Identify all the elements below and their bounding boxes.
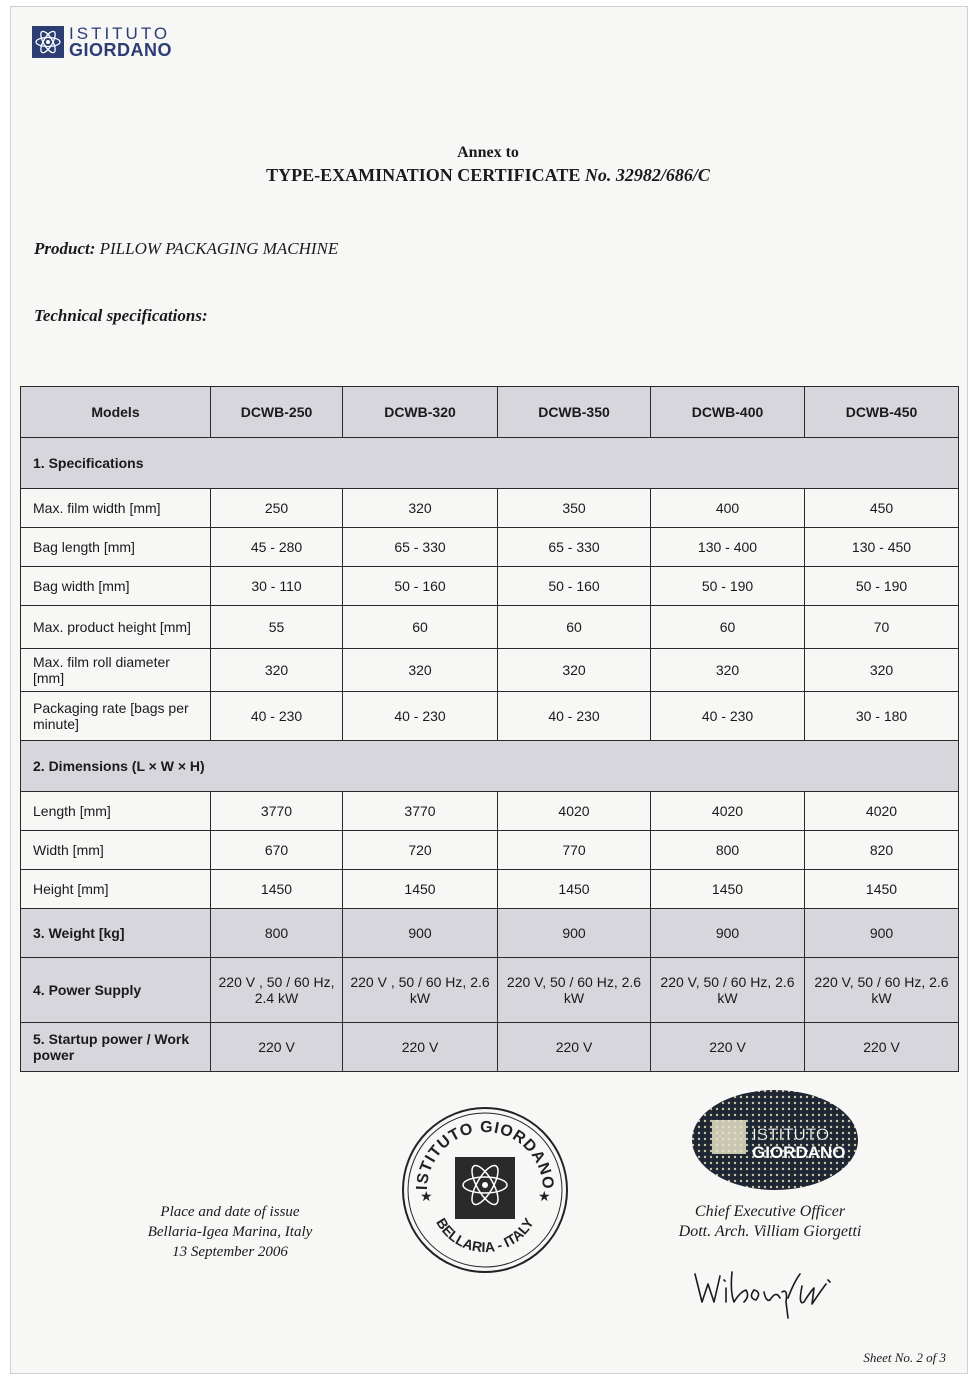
table-row <box>21 649 959 692</box>
table-cell: 800 <box>651 831 805 870</box>
ceo-title: Chief Executive Officer <box>694 1203 846 1220</box>
table-cell: 50 - 160 <box>343 567 498 606</box>
power-supply-row <box>21 958 959 1023</box>
table-cell: 450 <box>805 489 959 528</box>
table-cell: 50 - 190 <box>651 567 805 606</box>
table-cell: 70 <box>805 606 959 649</box>
table-cell: 900 <box>805 909 959 958</box>
table-cell: 65 - 330 <box>498 528 651 567</box>
hologram-line-2: GIORDANO <box>752 1143 846 1162</box>
product-value: PILLOW PACKAGING MACHINE <box>99 239 339 258</box>
row-label: Height [mm] <box>21 870 211 909</box>
table-cell: 50 - 160 <box>498 567 651 606</box>
table-cell: 220 V <box>343 1023 498 1072</box>
model-header: DCWB-350 <box>498 387 651 438</box>
table-cell: 55 <box>211 606 343 649</box>
table-cell: 60 <box>498 606 651 649</box>
table-cell: 1450 <box>498 870 651 909</box>
table-row <box>21 489 959 528</box>
table-cell: 320 <box>805 649 959 692</box>
table-cell: 820 <box>805 831 959 870</box>
svg-text:★: ★ <box>420 1188 433 1204</box>
section-title: 2. Dimensions (L × W × H) <box>21 741 959 792</box>
specifications-table <box>20 386 959 1072</box>
ceo-name: Dott. Arch. Villiam Giorgetti <box>678 1223 862 1240</box>
product-line <box>34 239 338 259</box>
table-cell: 4020 <box>498 792 651 831</box>
model-header: DCWB-250 <box>211 387 343 438</box>
table-cell: 220 V, 50 / 60 Hz, 2.6 kW <box>805 958 959 1023</box>
sheet-number: Sheet No. 2 of 3 <box>863 1350 946 1365</box>
section-title: 1. Specifications <box>21 438 959 489</box>
table-cell: 50 - 190 <box>805 567 959 606</box>
place-and-date <box>110 1202 350 1262</box>
models-header-row <box>21 387 959 438</box>
table-cell: 30 - 110 <box>211 567 343 606</box>
table-cell: 40 - 230 <box>211 692 343 741</box>
table-cell: 40 - 230 <box>651 692 805 741</box>
stamp-top-text: ISTITUTO GIORDANO <box>413 1118 557 1191</box>
certificate-title-text: TYPE-EXAMINATION CERTIFICATE <box>266 165 581 185</box>
table-cell: 1450 <box>211 870 343 909</box>
weight-row <box>21 909 959 958</box>
model-header: DCWB-400 <box>651 387 805 438</box>
table-cell: 1450 <box>651 870 805 909</box>
row-label: Max. film width [mm] <box>21 489 211 528</box>
official-stamp <box>400 1105 570 1280</box>
row-label: Packaging rate [bags per minute] <box>21 692 211 741</box>
row-label: 5. Startup power / Work power <box>21 1023 211 1072</box>
table-cell: 45 - 280 <box>211 528 343 567</box>
certificate-number: No. 32982/686/C <box>584 165 710 185</box>
place-line-2: Bellaria-Igea Marina, Italy <box>147 1224 313 1240</box>
table-row <box>21 831 959 870</box>
table-cell: 670 <box>211 831 343 870</box>
stamp-bottom-text: BELLARIA - ITALY <box>433 1215 537 1256</box>
table-cell: 350 <box>498 489 651 528</box>
table-row <box>21 870 959 909</box>
row-label: Max. film roll diameter [mm] <box>21 649 211 692</box>
place-line-3: 13 September 2006 <box>172 1244 288 1260</box>
hologram-seal <box>690 1088 860 1197</box>
technical-specifications-heading: Technical specifications: <box>34 306 208 325</box>
table-cell: 900 <box>651 909 805 958</box>
table-cell: 220 V , 50 / 60 Hz, 2.4 kW <box>211 958 343 1023</box>
table-cell: 60 <box>343 606 498 649</box>
product-label: Product: <box>34 239 96 258</box>
table-cell: 130 - 450 <box>805 528 959 567</box>
table-cell: 65 - 330 <box>343 528 498 567</box>
table-cell: 720 <box>343 831 498 870</box>
place-line-1: Place and date of issue <box>160 1204 300 1220</box>
svg-text:★: ★ <box>538 1188 551 1204</box>
atom-logo-icon <box>32 26 64 58</box>
table-cell: 220 V <box>211 1023 343 1072</box>
certificate-title <box>0 165 976 186</box>
table-cell: 3770 <box>211 792 343 831</box>
table-cell: 30 - 180 <box>805 692 959 741</box>
model-header: DCWB-450 <box>805 387 959 438</box>
row-label: Length [mm] <box>21 792 211 831</box>
table-cell: 220 V <box>805 1023 959 1072</box>
annex-heading: Annex to <box>457 144 519 161</box>
table-cell: 900 <box>343 909 498 958</box>
table-cell: 220 V <box>498 1023 651 1072</box>
section-row <box>21 438 959 489</box>
table-cell: 320 <box>211 649 343 692</box>
table-cell: 900 <box>498 909 651 958</box>
table-cell: 320 <box>343 489 498 528</box>
table-cell: 250 <box>211 489 343 528</box>
table-cell: 220 V <box>651 1023 805 1072</box>
table-cell: 4020 <box>805 792 959 831</box>
table-cell: 400 <box>651 489 805 528</box>
table-cell: 220 V , 50 / 60 Hz, 2.6 kW <box>343 958 498 1023</box>
row-label: Bag length [mm] <box>21 528 211 567</box>
section-row <box>21 741 959 792</box>
table-cell: 60 <box>651 606 805 649</box>
model-header: DCWB-320 <box>343 387 498 438</box>
table-cell: 320 <box>498 649 651 692</box>
table-cell: 40 - 230 <box>498 692 651 741</box>
ceo-block <box>640 1202 900 1242</box>
row-label: Width [mm] <box>21 831 211 870</box>
istituto-giordano-logo <box>32 24 172 60</box>
table-cell: 40 - 230 <box>343 692 498 741</box>
table-cell: 320 <box>343 649 498 692</box>
table-cell: 130 - 400 <box>651 528 805 567</box>
table-cell: 220 V, 50 / 60 Hz, 2.6 kW <box>651 958 805 1023</box>
table-cell: 800 <box>211 909 343 958</box>
svg-text:BELLARIA - ITALY <box>433 1215 537 1256</box>
table-row <box>21 567 959 606</box>
table-row <box>21 528 959 567</box>
table-row <box>21 792 959 831</box>
logo-line-2: GIORDANO <box>69 40 172 60</box>
logo-line-1: ISTITUTO <box>69 24 171 43</box>
table-cell: 1450 <box>343 870 498 909</box>
hologram-line-1: ISTITUTO <box>752 1125 830 1144</box>
table-cell: 770 <box>498 831 651 870</box>
table-cell: 3770 <box>343 792 498 831</box>
startup-power-row <box>21 1023 959 1072</box>
row-label: Max. product height [mm] <box>21 606 211 649</box>
table-cell: 220 V, 50 / 60 Hz, 2.6 kW <box>498 958 651 1023</box>
table-row <box>21 606 959 649</box>
table-cell: 4020 <box>651 792 805 831</box>
handwritten-signature <box>690 1262 850 1333</box>
models-header: Models <box>21 387 211 438</box>
table-row <box>21 692 959 741</box>
table-cell: 320 <box>651 649 805 692</box>
row-label: 4. Power Supply <box>21 958 211 1023</box>
table-cell: 1450 <box>805 870 959 909</box>
row-label: Bag width [mm] <box>21 567 211 606</box>
row-label: 3. Weight [kg] <box>21 909 211 958</box>
